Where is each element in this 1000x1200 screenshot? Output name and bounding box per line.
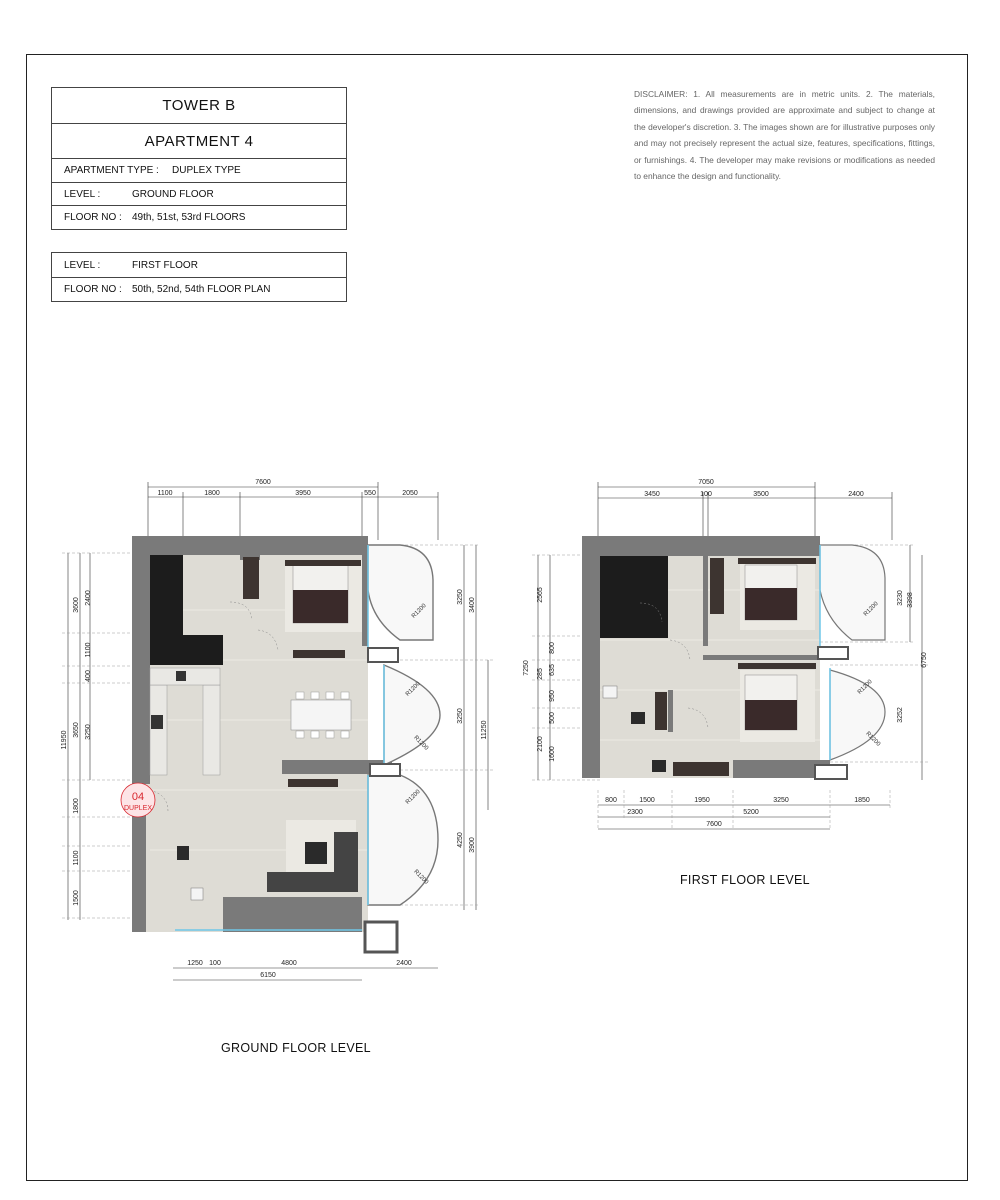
first-floor-title: FIRST FLOOR LEVEL <box>680 873 810 887</box>
ground-top-total: 7600 <box>255 479 271 486</box>
ground-radius-2: R1200 <box>404 680 422 698</box>
ground-left-inner-3: 400 <box>85 670 92 682</box>
ground-left-inner-4: 3250 <box>85 724 92 740</box>
first-floor-no-label: FLOOR NO : <box>64 284 122 295</box>
first-floor-no-value: 50th, 52nd, 54th FLOOR PLAN <box>132 284 271 295</box>
ground-right-outer-2: 11250 <box>481 720 488 740</box>
duplex-badge-number: 04 <box>131 791 145 803</box>
apartment-title: APARTMENT 4 <box>52 123 346 158</box>
first-level-value: FIRST FLOOR <box>132 259 198 271</box>
first-bottom-total: 7600 <box>706 821 722 828</box>
ground-left-inner-1: 2400 <box>85 590 92 606</box>
first-left-inner-1: 2565 <box>537 587 544 603</box>
disclaimer-text: DISCLAIMER: 1. All measurements are in metric units. 2. The materials, dimensions, and drawings provided are approximate and subject to change at the developer's discretion. 3. The images shown are for illustrative purposes only and may not precisely represent the actual size, features, specifications, fittings, or furnishings. 4. The developer may make revisions or modifications as needed to enhance the design and functionality. <box>634 89 935 182</box>
first-bottom-dim-2: 1500 <box>639 797 655 804</box>
ground-radius-5: R1200 <box>412 868 430 886</box>
first-left-inner-2: 800 <box>549 642 556 654</box>
ground-top-dim-1: 1100 <box>157 490 173 497</box>
first-level-label: LEVEL : <box>64 259 101 271</box>
apartment-type-label: APARTMENT TYPE : <box>64 165 159 176</box>
ground-top-dim-5: 2050 <box>402 490 418 497</box>
ground-right-inner-1: 3250 <box>457 589 464 605</box>
ground-bottom-total: 6150 <box>260 972 276 979</box>
ground-left-inner-2: 1100 <box>85 642 92 658</box>
ground-level-label: LEVEL : <box>64 188 101 200</box>
ground-right-inner-3: 4250 <box>457 832 464 848</box>
ground-bottom-dim-2: 100 <box>209 960 221 967</box>
ground-radius-3: R1200 <box>412 734 430 752</box>
first-bottom-dim-4: 3250 <box>773 797 789 804</box>
ground-floor-title: GROUND FLOOR LEVEL <box>221 1041 371 1055</box>
first-left-inner-4: 285 <box>537 668 544 680</box>
ground-left-outer-4: 1800 <box>73 798 80 814</box>
first-top-dim-3: 3500 <box>753 491 769 498</box>
ground-bottom-dim-4: 2400 <box>396 960 412 967</box>
first-bottom-dim-3: 1950 <box>694 797 710 804</box>
ground-right-outer-3: 3900 <box>469 837 476 853</box>
ground-left-outer-6: 1500 <box>73 890 80 906</box>
first-radius-3: R1200 <box>864 730 882 748</box>
ground-left-outer-3: 3650 <box>73 722 80 738</box>
first-left-inner-8: 1600 <box>549 746 556 762</box>
first-bottom-row2-2: 5200 <box>743 809 759 816</box>
first-right-inner-1: 3230 <box>897 590 904 606</box>
tower-title: TOWER B <box>162 97 236 114</box>
first-bottom-dim-1: 800 <box>605 797 617 804</box>
ground-bottom-dim-3: 4800 <box>281 960 297 967</box>
ground-top-dim-4: 550 <box>364 490 376 497</box>
first-top-dim-2: 100 <box>700 491 712 498</box>
ground-floor-no-value: 49th, 51st, 53rd FLOORS <box>132 212 246 223</box>
first-top-dim-1: 3450 <box>644 491 660 498</box>
ground-top-dim-3: 3950 <box>295 490 311 497</box>
first-radius-2: R1200 <box>856 678 874 696</box>
first-left-inner-6: 500 <box>549 712 556 724</box>
ground-level-value: GROUND FLOOR <box>132 188 214 200</box>
ground-left-total: 11950 <box>61 730 68 750</box>
first-left-total: 7250 <box>523 660 530 676</box>
ground-bottom-dim-1: 1250 <box>187 960 203 967</box>
first-top-total: 7050 <box>698 479 714 486</box>
ground-left-outer-1: 3600 <box>73 597 80 613</box>
first-bottom-row2-1: 2300 <box>627 809 643 816</box>
ground-radius-4: R1200 <box>404 788 422 806</box>
first-right-outer-2: 6750 <box>921 652 928 668</box>
ground-top-dim-2: 1800 <box>204 490 220 497</box>
duplex-badge-text: DUPLEX <box>123 805 153 812</box>
first-top-dim-4: 2400 <box>848 491 864 498</box>
ground-right-inner-2: 3250 <box>457 708 464 724</box>
ground-left-outer-5: 1100 <box>73 850 80 866</box>
first-left-inner-7: 2100 <box>537 736 544 752</box>
first-left-inner-3: 635 <box>549 664 556 676</box>
apartment-type-value: DUPLEX TYPE <box>172 165 241 176</box>
ground-right-outer-1: 3400 <box>469 597 476 613</box>
first-right-inner-2: 3252 <box>897 707 904 723</box>
first-left-inner-5: 950 <box>549 690 556 702</box>
ground-radius-1: R1200 <box>410 602 428 620</box>
first-bottom-dim-5: 1850 <box>854 797 870 804</box>
first-right-outer-1: 3398 <box>907 592 914 608</box>
ground-floor-no-label: FLOOR NO : <box>64 212 122 223</box>
first-radius-1: R1200 <box>862 600 880 618</box>
